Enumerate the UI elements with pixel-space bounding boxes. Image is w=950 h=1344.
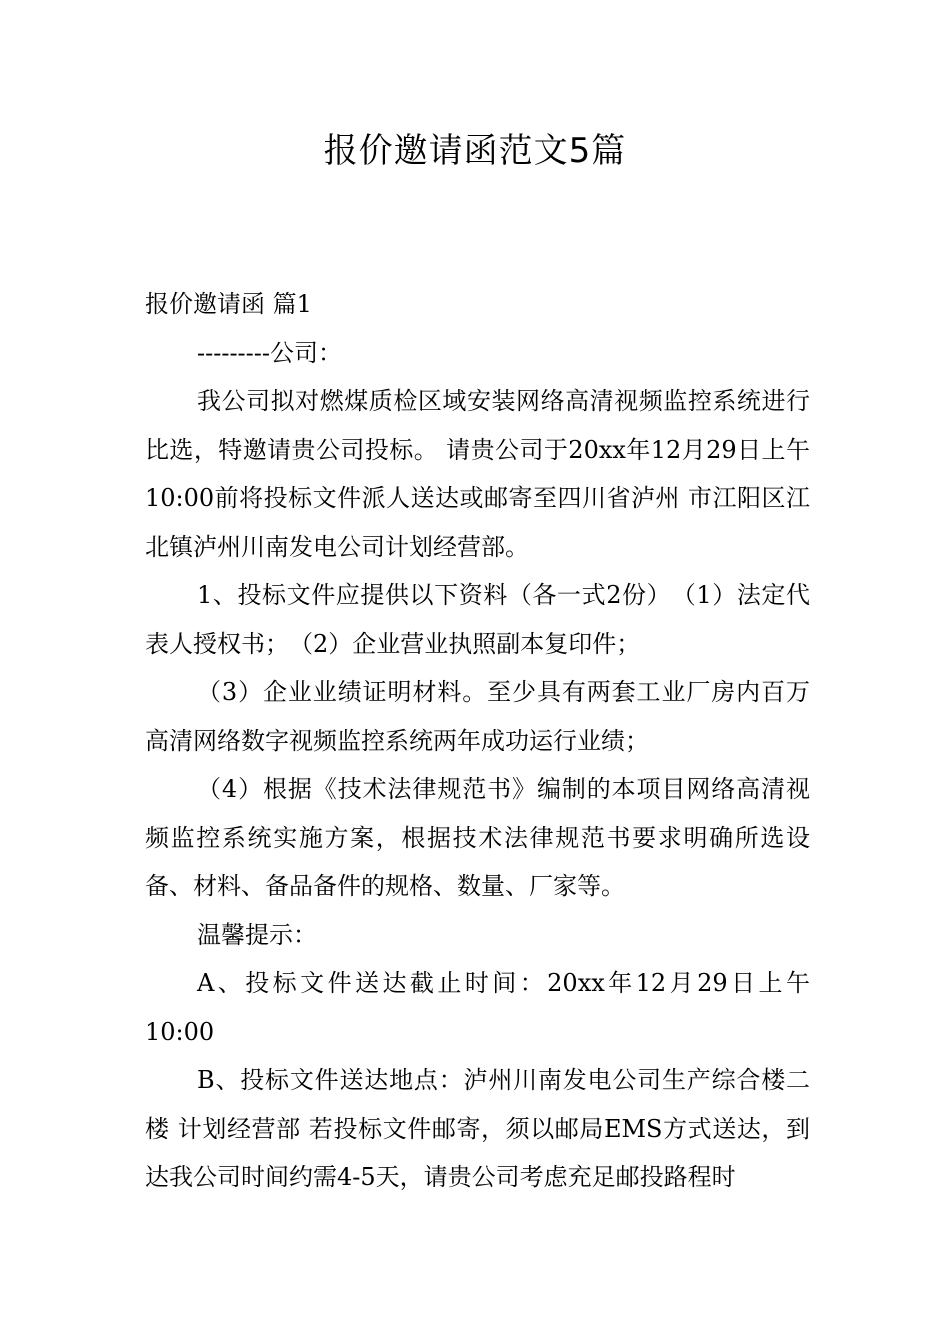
document-body	[145, 280, 810, 1202]
requirement-3-paragraph: （3）企业业绩证明材料。至少具有两套工业厂房内百万高清网络数字视频监控系统两年成功运行业绩；	[145, 678, 810, 755]
salutation-paragraph: ---------公司：	[197, 338, 342, 367]
notice-heading-paragraph: 温馨提示：	[197, 920, 317, 949]
deadline-paragraph: A、投标文件送达截止时间：20xx年12月29日上午10:00	[145, 969, 810, 1046]
requirements-paragraph: 1、投标文件应提供以下资料（各一式2份） （1）法定代表人授权书； （2）企业营业执照副本复印件；	[145, 581, 810, 658]
intro-paragraph: 我公司拟对燃煤质检区域安装网络高清视频监控系统进行比选，特邀请贵公司投标。 请贵公司于20xx年12月29日上午10:00前将投标文件派人送达或邮寄至四川省泸州 市江阳区江北镇泸州川南发电公司计划经营部。	[145, 387, 810, 561]
document-title: 报价邀请函范文5篇	[323, 131, 627, 171]
section-heading: 报价邀请函 篇1	[145, 290, 312, 318]
requirement-4-paragraph: （4）根据《技术法律规范书》编制的本项目网络高清视频监控系统实施方案，根据技术法律规范书要求明确所选设备、材料、备品备件的规格、数量、厂家等。	[145, 775, 810, 900]
delivery-location-paragraph: B、投标文件送达地点：泸州川南发电公司生产综合楼二楼 计划经营部 若投标文件邮寄，须以邮局EMS方式送达，到达我公司时间约需4-5天，请贵公司考虑充足邮投路程时	[145, 1066, 810, 1191]
